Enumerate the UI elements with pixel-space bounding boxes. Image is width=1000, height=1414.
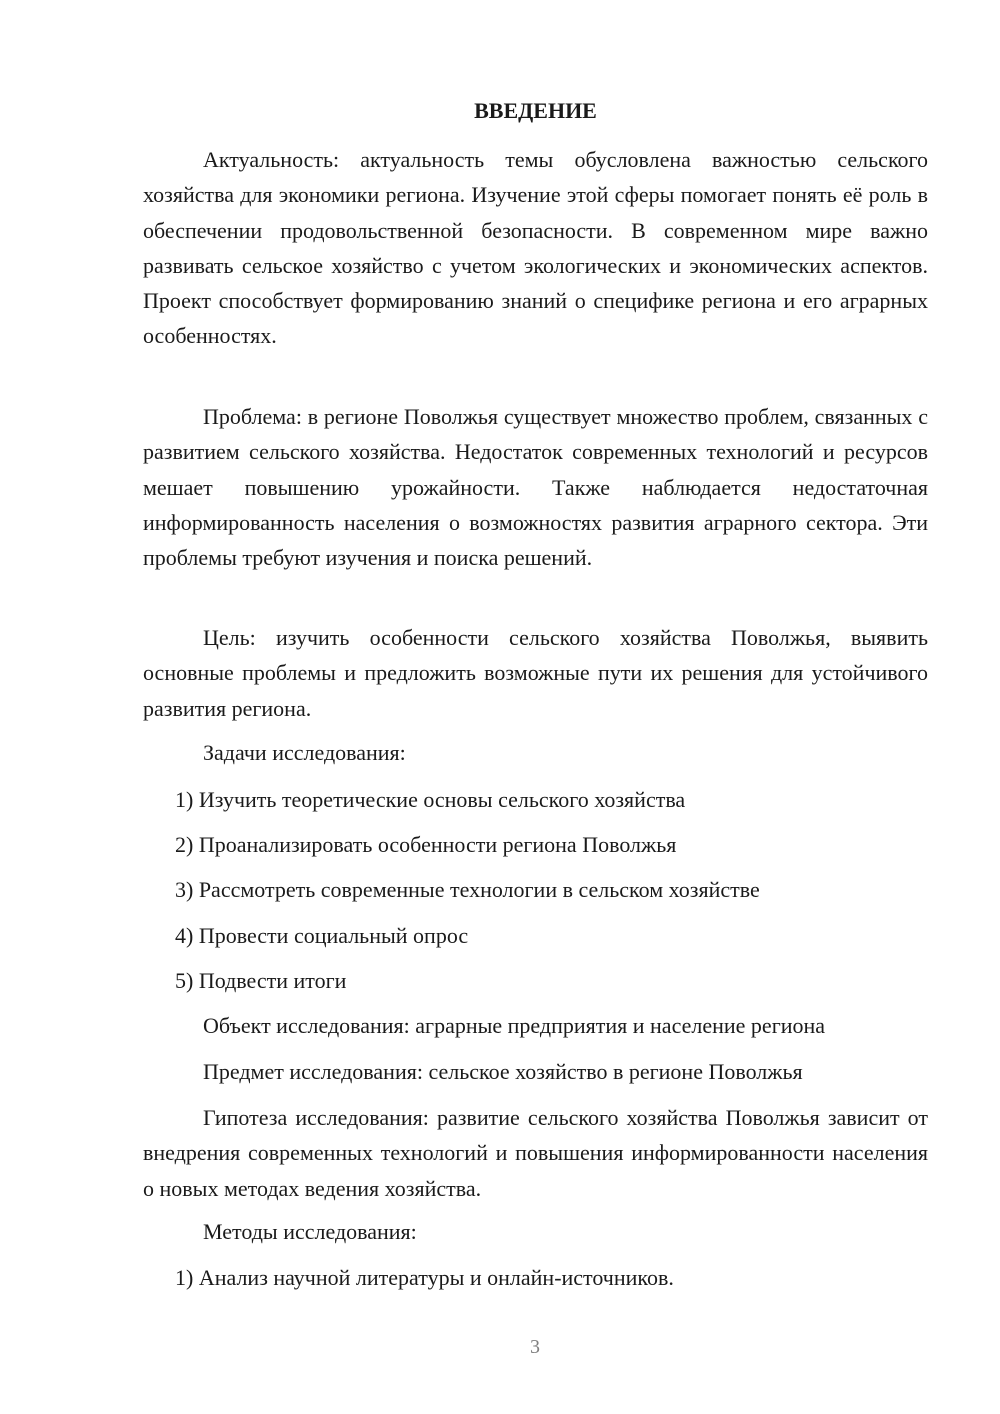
- page-number: 3: [530, 1336, 540, 1358]
- method-item: 1) Анализ научной литературы и онлайн-источников.: [175, 1265, 674, 1290]
- page-title: ВВЕДЕНИЕ: [474, 98, 597, 123]
- problem-paragraph: Проблема: в регионе Поволжья существует множество проблем, связанных с развитием сельского хозяйства. Недостаток современных технологий и ресурсов мешает повышению урожайности. Также наблюдается недостаточная информированность населения о возможностях развития аграрного сектора. Эти проблемы требуют изучения и поиска решений.: [143, 404, 928, 571]
- research-object: Объект исследования: аграрные предприятия и население региона: [203, 1013, 826, 1038]
- task-item: 1) Изучить теоретические основы сельского хозяйства: [175, 787, 686, 812]
- research-subject: Предмет исследования: сельское хозяйство в регионе Поволжья: [203, 1059, 803, 1084]
- task-item: 2) Проанализировать особенности региона Поволжья: [175, 832, 677, 857]
- task-item: 3) Рассмотреть современные технологии в сельском хозяйстве: [175, 877, 760, 902]
- task-item: 4) Провести социальный опрос: [175, 923, 469, 948]
- relevance-paragraph: Актуальность: актуальность темы обусловлена важностью сельского хозяйства для экономики региона. Изучение этой сферы помогает понять её роль в обеспечении продовольственной безопасности. В современном мире важно развивать сельское хозяйство с учетом экологических и экономических аспектов. Проект способствует формированию знаний о специфике региона и его аграрных особенностях.: [143, 147, 928, 349]
- methods-heading: Методы исследования:: [203, 1219, 417, 1244]
- goal-paragraph: Цель: изучить особенности сельского хозяйства Поволжья, выявить основные проблемы и предложить возможные пути их решения для устойчивого развития региона.: [143, 625, 928, 721]
- tasks-heading: Задачи исследования:: [203, 740, 406, 765]
- task-item: 5) Подвести итоги: [175, 968, 347, 993]
- hypothesis-paragraph: Гипотеза исследования: развитие сельского хозяйства Поволжья зависит от внедрения современных технологий и повышения информированности населения о новых методах ведения хозяйства.: [143, 1105, 928, 1201]
